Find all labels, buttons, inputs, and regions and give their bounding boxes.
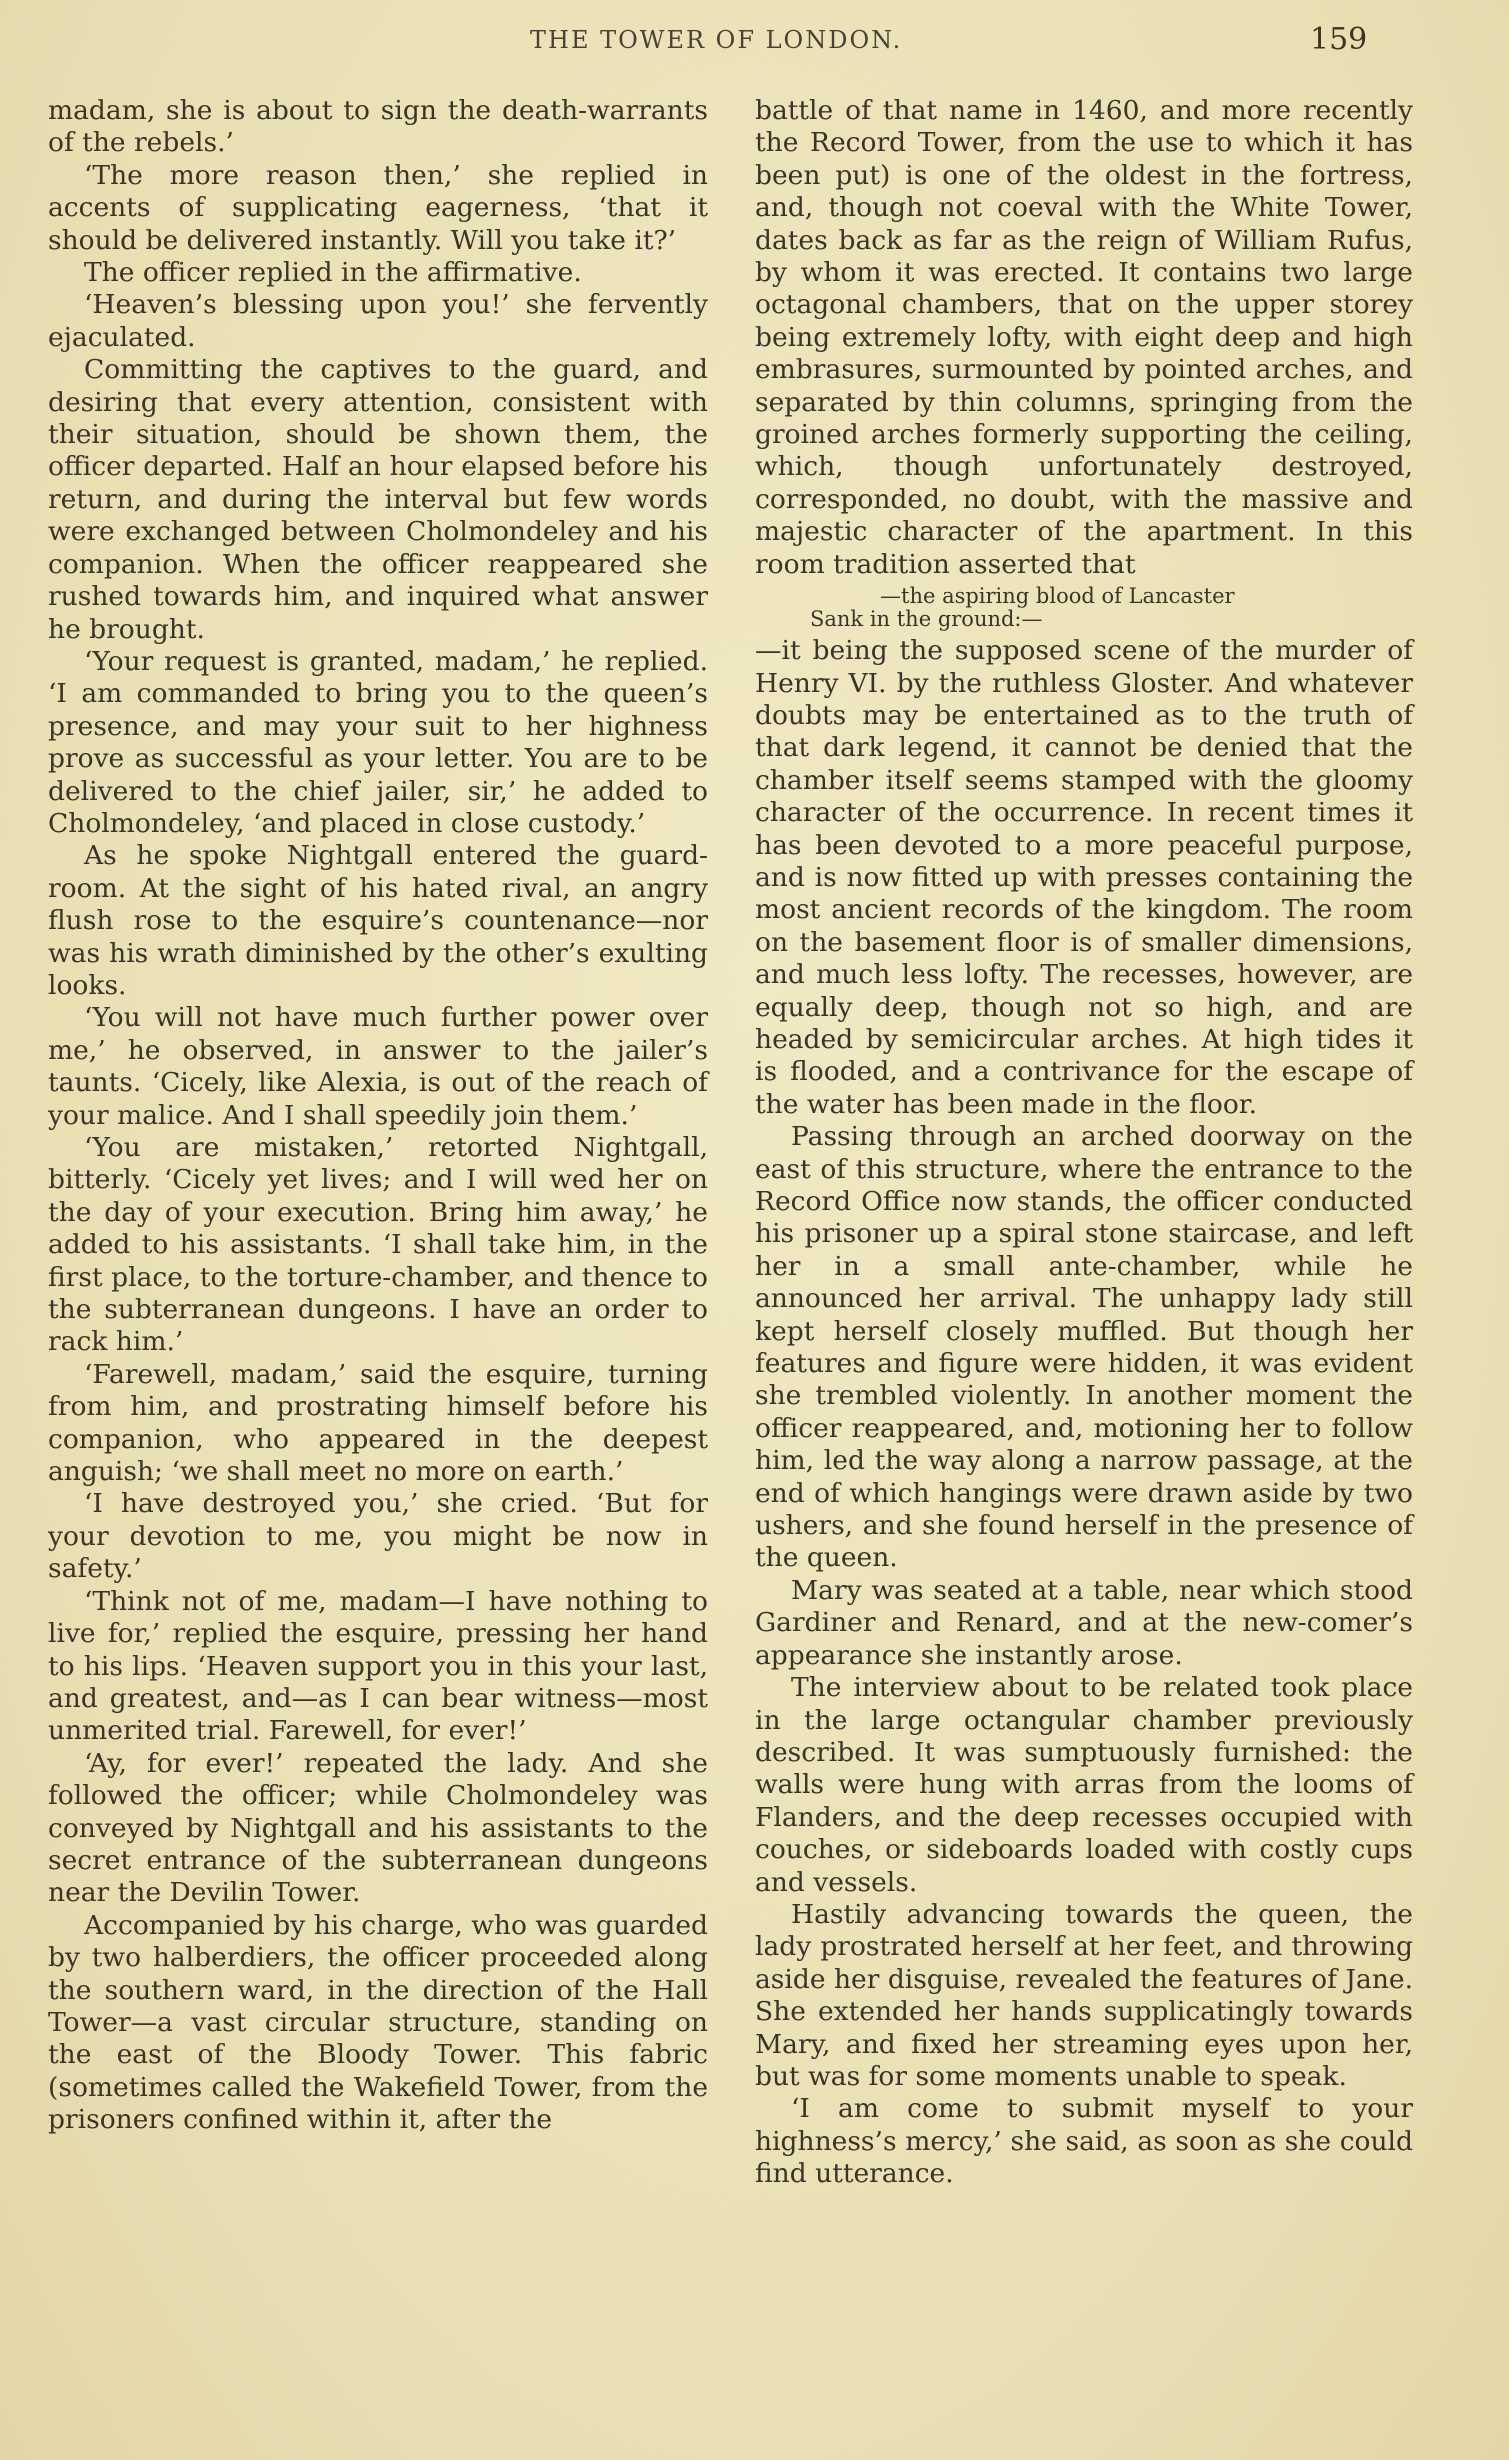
- paragraph: ‘Farewell, madam,’ said the esquire, turning from him, and prostrating himself before his companion, who appeared in the deepest anguish; ‘we shall meet no more on earth.’: [48, 1358, 708, 1488]
- page-header: [0, 22, 1509, 62]
- paragraph: Hastily advancing towards the queen, the lady prostrated herself at her feet, and throwing aside her disguise, revealed the features of Jane. She extended her hands supplicatingly towards Mary, and fixed her streaming eyes upon her, but was for some moments unable to speak.: [755, 1898, 1413, 2092]
- paragraph: ‘I have destroyed you,’ she cried. ‘But for your devotion to me, you might be now in safety.’: [48, 1488, 708, 1585]
- paragraph: battle of that name in 1460, and more recently the Record Tower, from the use to which it has been put) is one of the oldest in the fortress, and, though not coeval with the White Tower, dates back as far as the reign of William Rufus, by whom it was erected. It contains two large octagonal chambers, that on the upper storey being extremely lofty, with eight deep and high embrasures, surmounted by pointed arches, and separated by thin columns, springing from the groined arches formerly supporting the ceiling, which, though unfortunately destroyed, corresponded, no doubt, with the massive and majestic character of the apartment. In this room tradition asserted that: [755, 95, 1413, 580]
- paragraph: ‘You are mistaken,’ retorted Nightgall, bitterly. ‘Cicely yet lives; and I will wed her on the day of your execution. Bring him away,’ he added to his assistants. ‘I shall take him, in the first place, to the torture-chamber, and thence to the subterranean dungeons. I have an order to rack him.’: [48, 1132, 708, 1358]
- paragraph: ‘Heaven’s blessing upon you!’ she fervently ejaculated.: [48, 289, 708, 353]
- paragraph: Committing the captives to the guard, and desiring that every attention, consistent with their situation, should be shown them, the officer departed. Half an hour elapsed before his return, and during the interval but few words were exchanged between Cholmondeley and his companion. When the officer reappeared she rushed towards him, and inquired what answer he brought.: [48, 354, 708, 645]
- paragraph: Accompanied by his charge, who was guarded by two halberdiers, the officer proceeded along the southern ward, in the direction of the Hall Tower—a vast circular structure, standing on the east of the Bloody Tower. This fabric (sometimes called the Wakefield Tower, from the prisoners confined within it, after the: [48, 1909, 708, 2136]
- paragraph: ‘Ay, for ever!’ repeated the lady. And she followed the officer; while Cholmondeley was conveyed by Nightgall and his assistants to the secret entrance of the subterranean dungeons near the Devilin Tower.: [48, 1747, 708, 1909]
- paragraph: —it being the supposed scene of the murder of Henry VI. by the ruthless Gloster. And whatever doubts may be entertained as to the truth of that dark legend, it cannot be denied that the chamber itself seems stamped with the gloomy character of the occurrence. In recent times it has been devoted to a more peaceful purpose, and is now fitted up with presses containing the most ancient records of the kingdom. The room on the basement floor is of smaller dimensions, and much less lofty. The recesses, however, are equally deep, though not so high, and are headed by semicircular arches. At high tides it is flooded, and a contrivance for the escape of the water has been made in the floor.: [755, 635, 1413, 1120]
- quote-line: —the aspiring blood of Lancaster: [880, 584, 1235, 609]
- paragraph: ‘The more reason then,’ she replied in accents of supplicating eagerness, ‘that it should be delivered instantly. Will you take it?’: [48, 159, 708, 256]
- paragraph: The interview about to be related took place in the large octangular chamber previously described. It was sumptuously furnished: the walls were hung with arras from the looms of Flanders, and the deep recesses occupied with couches, or sideboards loaded with costly cups and vessels.: [755, 1672, 1413, 1898]
- paragraph: ‘Think not of me, madam—I have nothing to live for,’ replied the esquire, pressing her hand to his lips. ‘Heaven support you in this your last, and greatest, and—as I can bear witness—most unmerited trial. Farewell, for ever!’: [48, 1585, 708, 1747]
- right-column-lower: [755, 635, 1413, 2191]
- verse-quotation: [755, 585, 1413, 631]
- paragraph: Mary was seated at a table, near which stood Gardiner and Renard, and at the new-comer’s appearance she instantly arose.: [755, 1574, 1413, 1671]
- running-title: THE TOWER OF LONDON.: [530, 26, 903, 54]
- paragraph: madam, she is about to sign the death-warrants of the rebels.’: [48, 95, 708, 159]
- left-column: [48, 95, 708, 2137]
- paragraph: ‘I am come to submit myself to your highness’s mercy,’ she said, as soon as she could find utterance.: [755, 2093, 1413, 2190]
- page-number: 159: [1310, 22, 1368, 57]
- paragraph: The officer replied in the affirmative.: [84, 257, 582, 289]
- paragraph: As he spoke Nightgall entered the guard-room. At the sight of his hated rival, an angry flush rose to the esquire’s countenance—nor was his wrath diminished by the other’s exulting looks.: [48, 840, 708, 1001]
- paragraph: ‘Your request is granted, madam,’ he replied. ‘I am commanded to bring you to the queen’s presence, and may your suit to her highness prove as successful as your letter. You are to be delivered to the chief jailer, sir,’ he added to Cholmondeley, ‘and placed in close custody.’: [48, 645, 708, 839]
- right-column-upper: [755, 95, 1413, 581]
- paragraph: ‘You will not have much further power over me,’ he observed, in answer to the jailer’s taunts. ‘Cicely, like Alexia, is out of the reach of your malice. And I shall speedily join them.’: [48, 1002, 708, 1131]
- right-column: [755, 95, 1413, 2191]
- quote-line: Sank in the ground:—: [810, 607, 1043, 632]
- paragraph: Passing through an arched doorway on the east of this structure, where the entrance to the Record Office now stands, the officer conducted his prisoner up a spiral stone staircase, and left her in a small ante-chamber, while he announced her arrival. The unhappy lady still kept herself closely muffled. But though her features and figure were hidden, it was evident she trembled violently. In another moment the officer reappeared, and, motioning her to follow him, led the way along a narrow passage, at the end of which hangings were drawn aside by two ushers, and she found herself in the presence of the queen.: [755, 1121, 1413, 1574]
